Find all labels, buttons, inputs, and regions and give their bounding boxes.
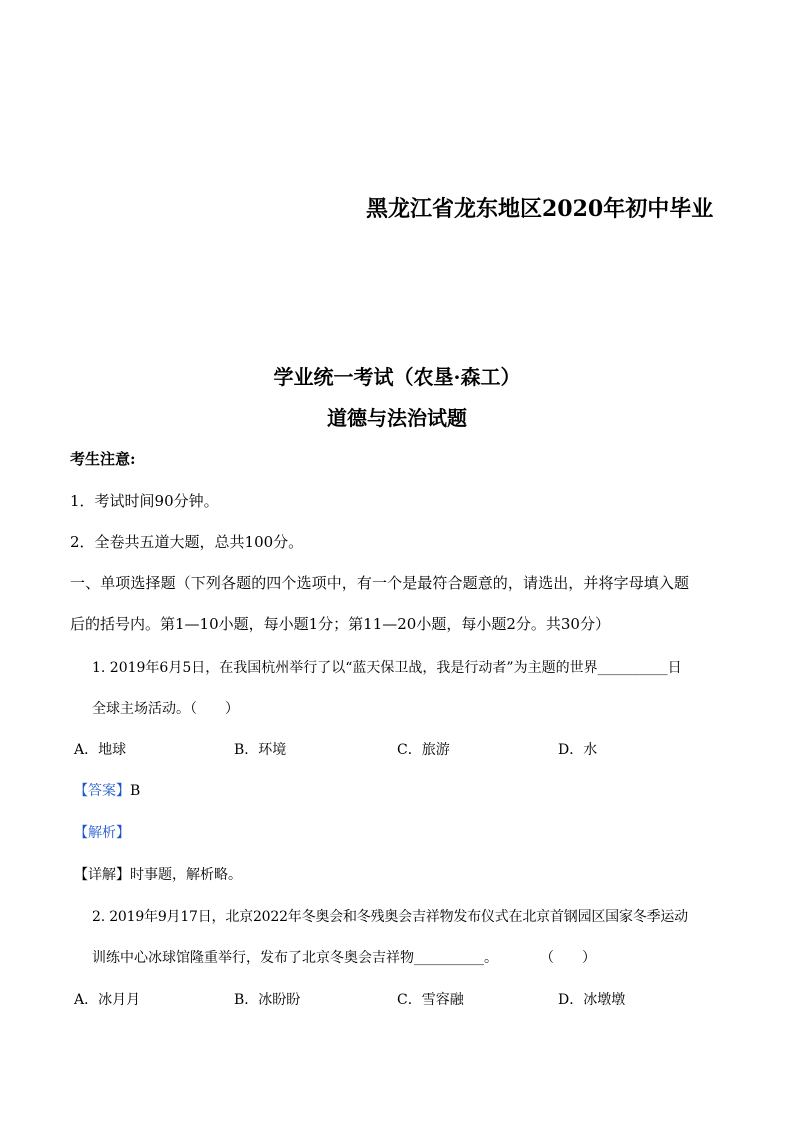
q1-option-a: A．地球 bbox=[74, 742, 127, 758]
q1-option-c: C．旅游 bbox=[397, 742, 450, 758]
notice-title: 考生注意: bbox=[70, 450, 136, 468]
q2-option-b: B．冰盼盼 bbox=[234, 992, 301, 1008]
q1-option-b: B．环境 bbox=[234, 742, 287, 758]
exam-title-line1: 黑龙江省龙东地区2020年初中毕业 bbox=[366, 196, 714, 222]
question-2-line1: 2. 2019年9月17日，北京2022年冬奥会和冬残奥会吉祥物发布仪式在北京首钢园区国家冬季运动 bbox=[92, 909, 688, 925]
notice-item-2: 2．全卷共五道大题，总共100分。 bbox=[70, 533, 304, 551]
q1-answer bbox=[74, 780, 140, 800]
exam-title-line2: 学业统一考试（农垦·森工） bbox=[273, 365, 521, 389]
q1-detail bbox=[74, 864, 242, 884]
exam-subject-title: 道德与法治试题 bbox=[327, 406, 467, 430]
question-1-line1: 1. 2019年6月5日，在我国杭州举行了以“蓝天保卫战，我是行动者”为主题的世界__________日 bbox=[92, 660, 682, 676]
q2-option-d: D．冰墩墩 bbox=[558, 992, 626, 1008]
q2-option-c: C．雪容融 bbox=[397, 992, 464, 1008]
section1-instructions-line1: 一、单项选择题（下列各题的四个选项中，有一个是最符合题意的，请选出，并将字母填入题 bbox=[70, 574, 690, 592]
answer-value: B bbox=[130, 783, 141, 799]
answer-label: 【答案】 bbox=[74, 783, 130, 799]
detail-label: 【详解】 bbox=[74, 867, 130, 883]
notice-item-1: 1．考试时间90分钟。 bbox=[70, 492, 219, 510]
detail-text: 时事题，解析略。 bbox=[130, 867, 242, 883]
analysis-label: 【解析】 bbox=[74, 825, 130, 841]
question-1-line2: 全球主场活动。（ ） bbox=[92, 701, 239, 717]
question-2-line2: 训练中心冰球馆隆重举行，发布了北京冬奥会吉祥物__________。 （ ） bbox=[92, 950, 596, 966]
section1-instructions-line2: 后的括号内。第1—10小题，每小题1分；第11—20小题，每小题2分。共30分） bbox=[70, 615, 610, 633]
q1-option-d: D．水 bbox=[558, 742, 598, 758]
q2-option-a: A．冰月月 bbox=[74, 992, 141, 1008]
